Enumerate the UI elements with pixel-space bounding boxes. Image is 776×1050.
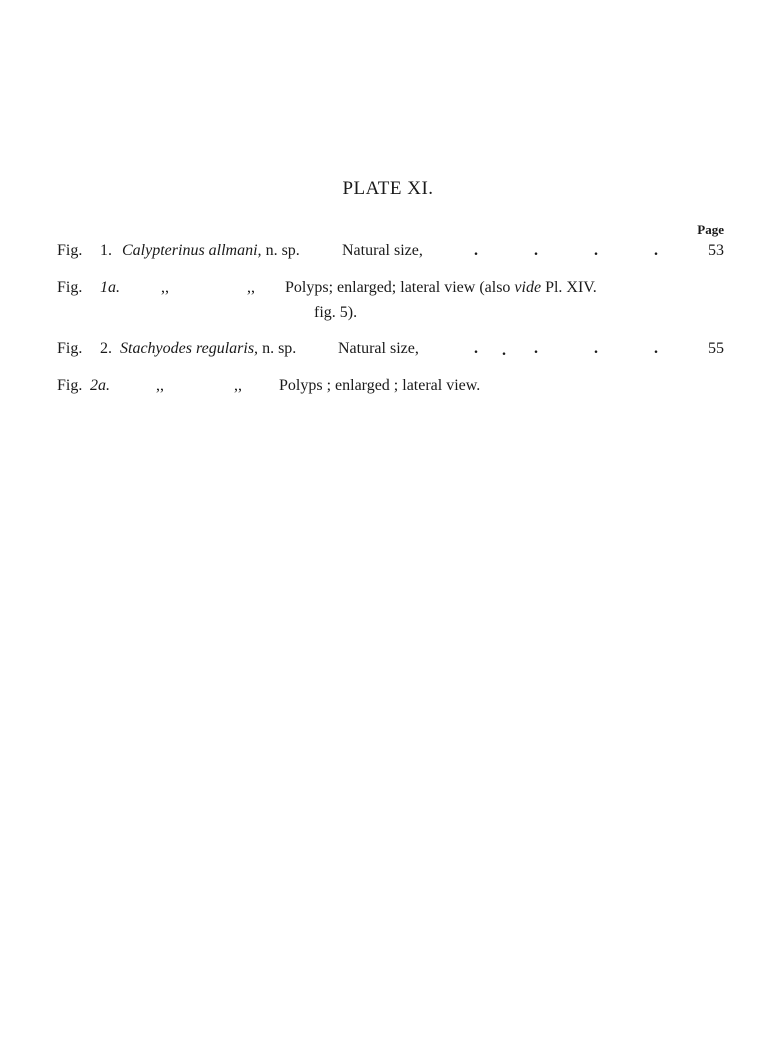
- figure-entry-1a: [0, 276, 776, 300]
- leader-dot: .: [502, 342, 506, 359]
- description-continuation: fig. 5).: [314, 304, 358, 321]
- figure-entry-1: [0, 239, 776, 263]
- figure-description: Natural size,: [338, 340, 419, 357]
- ditto-mark: ,,: [247, 279, 255, 296]
- leader-dot: .: [534, 242, 538, 259]
- page-column-header: Page: [697, 222, 724, 237]
- figure-entry-2a: [0, 374, 776, 398]
- fig-number: 2.: [100, 340, 112, 357]
- leader-dot: .: [534, 340, 538, 357]
- species-name: [120, 337, 296, 361]
- fig-number: 2a.: [90, 377, 110, 394]
- ditto-mark: ,,: [161, 279, 169, 296]
- new-species-marker: n. sp.: [261, 242, 300, 259]
- new-species-marker: n. sp.: [258, 340, 297, 357]
- species-name: [122, 239, 300, 263]
- species-text: Calypterinus allmani,: [122, 242, 262, 259]
- plate-title: PLATE XI.: [342, 178, 434, 199]
- fig-number: 1.: [100, 242, 112, 259]
- description-text-end: Pl. XIV.: [541, 279, 597, 296]
- leader-dot: .: [594, 340, 598, 357]
- figure-entry-2: [0, 337, 776, 361]
- figure-entry-1a-continuation: [0, 301, 776, 325]
- page-number: 55: [708, 340, 724, 357]
- leader-dot: .: [594, 242, 598, 259]
- leader-dot: .: [654, 340, 658, 357]
- figure-description: [285, 276, 597, 300]
- fig-label: Fig.: [57, 340, 83, 357]
- fig-number: 1a.: [100, 279, 120, 296]
- ditto-mark: ,,: [234, 377, 242, 394]
- figure-description: Natural size,: [342, 242, 423, 259]
- fig-label: Fig.: [57, 279, 83, 296]
- ditto-mark: ,,: [156, 377, 164, 394]
- fig-label: Fig.: [57, 377, 83, 394]
- fig-label: Fig.: [57, 242, 83, 259]
- leader-dot: .: [474, 242, 478, 259]
- leader-dot: .: [474, 340, 478, 357]
- page-number: 53: [708, 242, 724, 259]
- description-text: Polyps; enlarged; lateral view (also: [285, 279, 515, 296]
- description-emphasis: vide: [514, 279, 542, 296]
- species-text: Stachyodes regularis,: [120, 340, 259, 357]
- leader-dot: .: [654, 242, 658, 259]
- figure-description: Polyps ; enlarged ; lateral view.: [279, 377, 481, 394]
